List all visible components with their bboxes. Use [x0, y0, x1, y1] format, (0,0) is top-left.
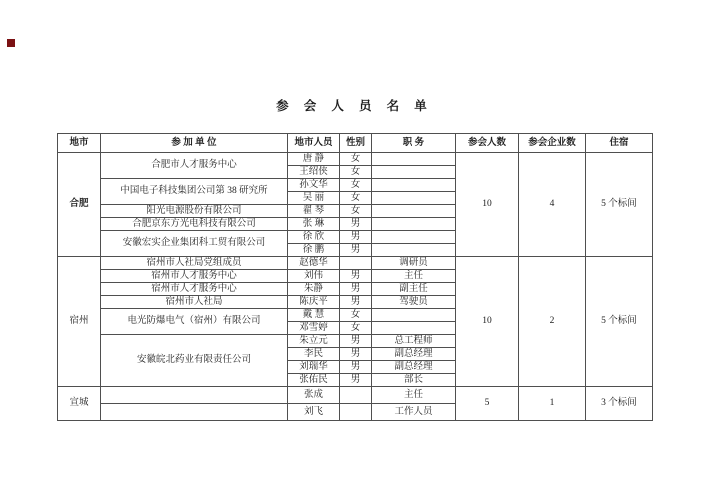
person-name-cell: 翟 琴	[288, 205, 340, 218]
unit-cell	[101, 387, 288, 404]
unit-cell: 宿州市人才服务中心	[101, 270, 288, 283]
unit-cell: 合肥市人才服务中心	[101, 153, 288, 179]
city-cell: 宣城	[58, 387, 101, 421]
unit-cell	[101, 404, 288, 421]
unit-cell: 安徽皖北药业有限责任公司	[101, 335, 288, 387]
column-header: 参会企业数	[519, 134, 586, 153]
person-name-cell: 王绍侠	[288, 166, 340, 179]
person-name-cell: 吴 丽	[288, 192, 340, 205]
attendee-table	[57, 133, 653, 421]
position-cell	[372, 153, 456, 166]
company-count-cell: 2	[519, 257, 586, 387]
person-name-cell: 徐 鹏	[288, 244, 340, 257]
gender-cell: 女	[340, 192, 372, 205]
city-cell: 宿州	[58, 257, 101, 387]
column-header: 参 加 单 位	[101, 134, 288, 153]
person-name-cell: 邓雪婷	[288, 322, 340, 335]
position-cell	[372, 205, 456, 218]
position-cell	[372, 166, 456, 179]
position-cell: 副主任	[372, 283, 456, 296]
gender-cell: 男	[340, 283, 372, 296]
person-name-cell: 刘飞	[288, 404, 340, 421]
column-header: 地市	[58, 134, 101, 153]
gender-cell: 男	[340, 270, 372, 283]
position-cell	[372, 322, 456, 335]
gender-cell: 男	[340, 348, 372, 361]
table-header-row	[58, 134, 653, 153]
attendee-count-cell: 10	[456, 257, 519, 387]
page-title: 参 会 人 员 名 单	[276, 99, 432, 113]
unit-cell: 阳光电源股份有限公司	[101, 205, 288, 218]
table-row	[58, 153, 653, 166]
gender-cell: 男	[340, 296, 372, 309]
gender-cell	[340, 404, 372, 421]
person-name-cell: 孙文华	[288, 179, 340, 192]
column-header: 职 务	[372, 134, 456, 153]
gender-cell: 女	[340, 166, 372, 179]
lodging-cell: 5 个标间	[586, 257, 653, 387]
unit-cell: 合肥京东方光电科技有限公司	[101, 218, 288, 231]
gender-cell: 男	[340, 335, 372, 348]
person-name-cell: 李民	[288, 348, 340, 361]
unit-cell: 电光防爆电气（宿州）有限公司	[101, 309, 288, 335]
unit-cell: 安徽宏实企业集团科工贸有限公司	[101, 231, 288, 257]
unit-cell: 宿州市人社局党组成员	[101, 257, 288, 270]
table-row	[58, 387, 653, 404]
position-cell	[372, 179, 456, 192]
position-cell	[372, 244, 456, 257]
gender-cell: 女	[340, 205, 372, 218]
lodging-cell: 5 个标间	[586, 153, 653, 257]
position-cell	[372, 231, 456, 244]
company-count-cell: 4	[519, 153, 586, 257]
position-cell: 副总经理	[372, 348, 456, 361]
position-cell: 部长	[372, 374, 456, 387]
column-header: 住宿	[586, 134, 653, 153]
person-name-cell: 张成	[288, 387, 340, 404]
position-cell: 主任	[372, 387, 456, 404]
position-cell: 驾驶员	[372, 296, 456, 309]
attendee-count-cell: 5	[456, 387, 519, 421]
gender-cell: 男	[340, 361, 372, 374]
gender-cell: 女	[340, 179, 372, 192]
table-body	[58, 153, 653, 421]
person-name-cell: 张 琳	[288, 218, 340, 231]
position-cell	[372, 192, 456, 205]
person-name-cell: 朱立元	[288, 335, 340, 348]
position-cell	[372, 218, 456, 231]
gender-cell: 女	[340, 309, 372, 322]
gender-cell: 女	[340, 322, 372, 335]
unit-cell: 中国电子科技集团公司第 38 研究所	[101, 179, 288, 205]
company-count-cell: 1	[519, 387, 586, 421]
person-name-cell: 朱静	[288, 283, 340, 296]
person-name-cell: 赵德华	[288, 257, 340, 270]
city-cell: 合肥	[58, 153, 101, 257]
column-header: 参会人数	[456, 134, 519, 153]
position-cell: 副总经理	[372, 361, 456, 374]
gender-cell: 男	[340, 218, 372, 231]
gender-cell	[340, 257, 372, 270]
attendee-count-cell: 10	[456, 153, 519, 257]
gender-cell: 男	[340, 231, 372, 244]
column-header: 地市人员	[288, 134, 340, 153]
position-cell: 工作人员	[372, 404, 456, 421]
gender-cell: 女	[340, 153, 372, 166]
unit-cell: 宿州市人社局	[101, 296, 288, 309]
position-cell	[372, 309, 456, 322]
red-square-mark	[7, 39, 15, 47]
lodging-cell: 3 个标间	[586, 387, 653, 421]
person-name-cell: 张佑民	[288, 374, 340, 387]
person-name-cell: 陈庆平	[288, 296, 340, 309]
person-name-cell: 刘伟	[288, 270, 340, 283]
gender-cell	[340, 387, 372, 404]
person-name-cell: 刘瑞华	[288, 361, 340, 374]
person-name-cell: 唐 静	[288, 153, 340, 166]
table-row	[58, 257, 653, 270]
unit-cell: 宿州市人才服务中心	[101, 283, 288, 296]
position-cell: 调研员	[372, 257, 456, 270]
gender-cell: 男	[340, 244, 372, 257]
column-header: 性别	[340, 134, 372, 153]
position-cell: 主任	[372, 270, 456, 283]
person-name-cell: 徐 欣	[288, 231, 340, 244]
position-cell: 总工程师	[372, 335, 456, 348]
gender-cell: 男	[340, 374, 372, 387]
person-name-cell: 戴 慧	[288, 309, 340, 322]
